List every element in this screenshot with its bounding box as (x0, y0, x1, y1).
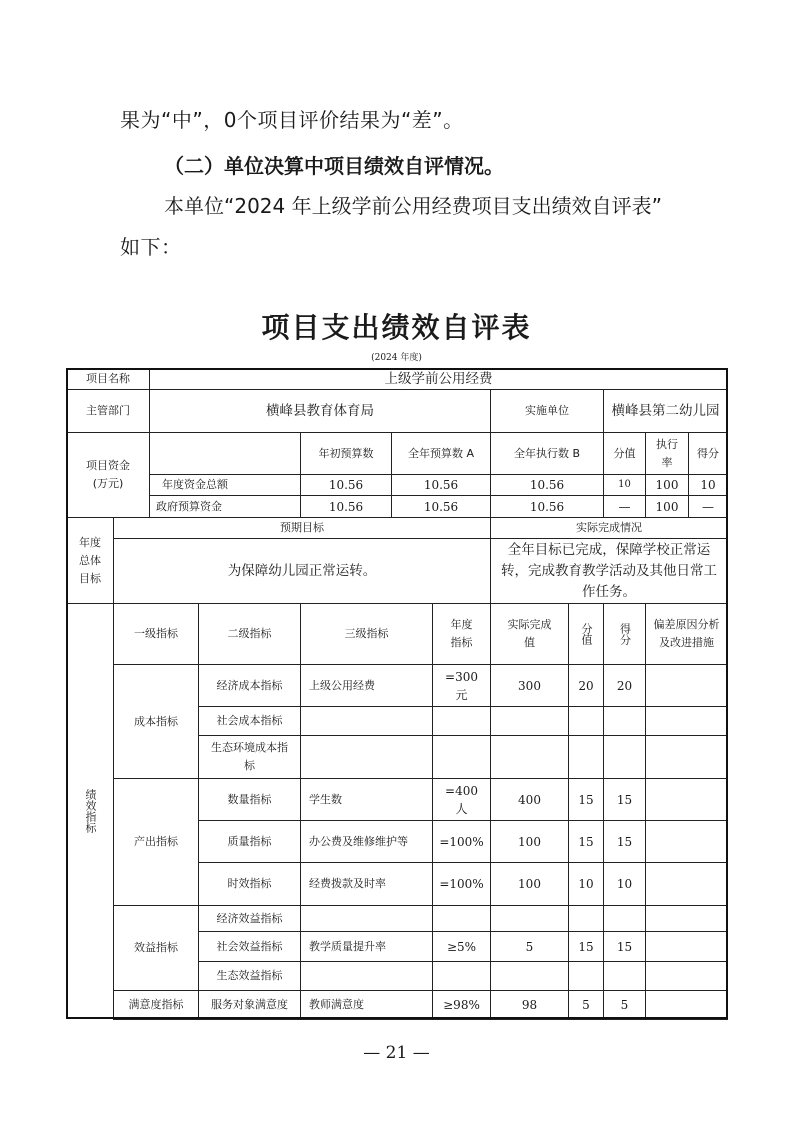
project-name-label: 项目名称 (66, 368, 150, 390)
expected-goal: 为保障幼儿园正常运转。 (113, 538, 491, 604)
table-subtitle: (2024 年度) (371, 353, 422, 363)
indicator-actual (490, 735, 569, 779)
indicator-score: 15 (603, 931, 646, 962)
impl-label: 实施单位 (490, 389, 604, 433)
indicator-target: =100% (432, 820, 491, 863)
indicator-note (645, 931, 728, 962)
indicator-target: =400人 (432, 778, 491, 821)
body-text-line2: 本单位“2024 年上级学前公用经费项目支出绩效自评表” (164, 194, 662, 218)
funds-row-score: — (688, 495, 728, 518)
indicator-level1: 效益指标 (113, 905, 199, 991)
indicator-actual: 5 (490, 931, 569, 962)
indicator-value: 5 (568, 990, 604, 1020)
funds-label-a: 项目资金 (86, 459, 130, 472)
col-year-target: 年度指标 (432, 603, 491, 665)
indicator-value: 15 (568, 778, 604, 821)
indicator-level2: 生态效益指标 (198, 961, 301, 991)
col-executed: 全年执行数 B (490, 432, 604, 475)
indicator-note (645, 862, 728, 906)
indicator-score: 15 (603, 778, 646, 821)
indicator-target: ≥98% (432, 990, 491, 1020)
indicator-score: 20 (603, 664, 646, 707)
indicator-level1: 产出指标 (113, 778, 199, 906)
indicator-actual: 400 (490, 778, 569, 821)
funds-row-annual: 10.56 (391, 474, 491, 496)
indicator-actual (490, 905, 569, 932)
col-level3: 三级指标 (300, 603, 433, 665)
indicator-target (432, 735, 491, 779)
indicator-level3: 经费拨款及时率 (300, 862, 433, 906)
indicator-score (603, 905, 646, 932)
indicator-value: 10 (568, 862, 604, 906)
funds-row-executed: 10.56 (490, 474, 604, 496)
indicator-level3 (300, 905, 433, 932)
indicator-note (645, 706, 728, 736)
funds-row-name: 年度资金总额 (149, 474, 301, 496)
dept-label: 主管部门 (66, 389, 150, 433)
project-name: 上级学前公用经费 (149, 368, 728, 390)
indicator-target: ≥5% (432, 931, 491, 962)
impl-value: 横峰县第二幼儿园 (603, 389, 728, 433)
indicator-level3: 教学质量提升率 (300, 931, 433, 962)
body-text-line3: 如下： (120, 235, 182, 259)
col-level1: 一级指标 (113, 603, 199, 665)
indicator-level2: 生态环境成本指标 (198, 735, 301, 779)
indicator-actual: 100 (490, 820, 569, 863)
col-score: 得分 (603, 603, 646, 665)
indicator-level2: 数量指标 (198, 778, 301, 821)
section-heading: （二）单位决算中项目绩效自评情况。 (164, 154, 504, 178)
funds-row-initial: 10.56 (300, 495, 392, 518)
indicator-value (568, 735, 604, 779)
expected-goal-label: 预期目标 (113, 517, 491, 539)
indicator-actual (490, 706, 569, 736)
indicator-level2: 质量指标 (198, 820, 301, 863)
indicator-score (603, 961, 646, 991)
indicator-actual (490, 961, 569, 991)
indicator-note (645, 961, 728, 991)
indicator-score: 15 (603, 820, 646, 863)
col-exec-rate: 执行率 (645, 432, 689, 475)
funds-row-executed: 10.56 (490, 495, 604, 518)
indicator-value: 20 (568, 664, 604, 707)
funds-label (66, 432, 150, 518)
indicator-note (645, 905, 728, 932)
funds-row-annual: 10.56 (391, 495, 491, 518)
col-level2: 二级指标 (198, 603, 301, 665)
indicator-value (568, 961, 604, 991)
indicator-note (645, 735, 728, 779)
funds-label-b: (万元) (92, 477, 124, 490)
indicator-value: 15 (568, 931, 604, 962)
indicator-level3: 学生数 (300, 778, 433, 821)
indicator-score (603, 706, 646, 736)
indicator-note (645, 990, 728, 1020)
col-score: 得分 (688, 432, 728, 475)
indicator-score: 5 (603, 990, 646, 1020)
indicator-level2: 时效指标 (198, 862, 301, 906)
funds-row-score: 10 (688, 474, 728, 496)
indicator-score (603, 735, 646, 779)
funds-blank-header (149, 432, 301, 475)
indicator-value (568, 706, 604, 736)
funds-row-initial: 10.56 (300, 474, 392, 496)
indicator-target (432, 905, 491, 932)
indicator-level3 (300, 735, 433, 779)
indicator-level3 (300, 961, 433, 991)
indicator-target: =300元 (432, 664, 491, 707)
indicator-level2: 社会效益指标 (198, 931, 301, 962)
table-title: 项目支出绩效自评表 (261, 311, 532, 344)
actual-goal-label: 实际完成情况 (490, 517, 728, 539)
funds-row-score-value: 10 (603, 474, 646, 496)
indicator-level2: 社会成本指标 (198, 706, 301, 736)
indicator-note (645, 664, 728, 707)
col-actual: 实际完成值 (490, 603, 569, 665)
col-initial-budget: 年初预算数 (300, 432, 392, 475)
indicator-target (432, 706, 491, 736)
col-annual-budget: 全年预算数 A (391, 432, 491, 475)
body-text-line1: 果为“中”，0个项目评价结果为“差”。 (120, 108, 464, 132)
goals-label: 年度总体目标 (66, 517, 114, 604)
indicator-level1: 满意度指标 (113, 990, 199, 1020)
indicator-actual: 98 (490, 990, 569, 1020)
indicator-level3: 办公费及维修维护等 (300, 820, 433, 863)
indicator-note (645, 778, 728, 821)
indicator-actual: 100 (490, 862, 569, 906)
indicators-label: 绩效指标 (66, 603, 114, 1019)
indicator-level3: 教师满意度 (300, 990, 433, 1020)
col-score-value: 分值 (603, 432, 646, 475)
actual-goal: 全年目标已完成，保障学校正常运转，完成教育教学活动及其他日常工作任务。 (490, 538, 728, 604)
page-number: — 21 — (363, 1043, 430, 1063)
indicator-level2: 经济成本指标 (198, 664, 301, 707)
indicator-level2: 服务对象满意度 (198, 990, 301, 1020)
indicator-score: 10 (603, 862, 646, 906)
col-deviation: 偏差原因分析及改进措施 (645, 603, 728, 665)
indicator-target (432, 961, 491, 991)
indicator-actual: 300 (490, 664, 569, 707)
funds-row-rate: 100 (645, 495, 689, 518)
indicator-value (568, 905, 604, 932)
indicator-target: =100% (432, 862, 491, 906)
funds-row-score-value: — (603, 495, 646, 518)
indicator-value: 15 (568, 820, 604, 863)
indicator-level3 (300, 706, 433, 736)
indicator-level2: 经济效益指标 (198, 905, 301, 932)
indicator-note (645, 820, 728, 863)
col-value: 分值 (568, 603, 604, 665)
funds-row-rate: 100 (645, 474, 689, 496)
dept-value: 横峰县教育体育局 (149, 389, 491, 433)
funds-row-name: 政府预算资金 (149, 495, 301, 518)
indicator-level1: 成本指标 (113, 664, 199, 779)
indicator-level3: 上级公用经费 (300, 664, 433, 707)
